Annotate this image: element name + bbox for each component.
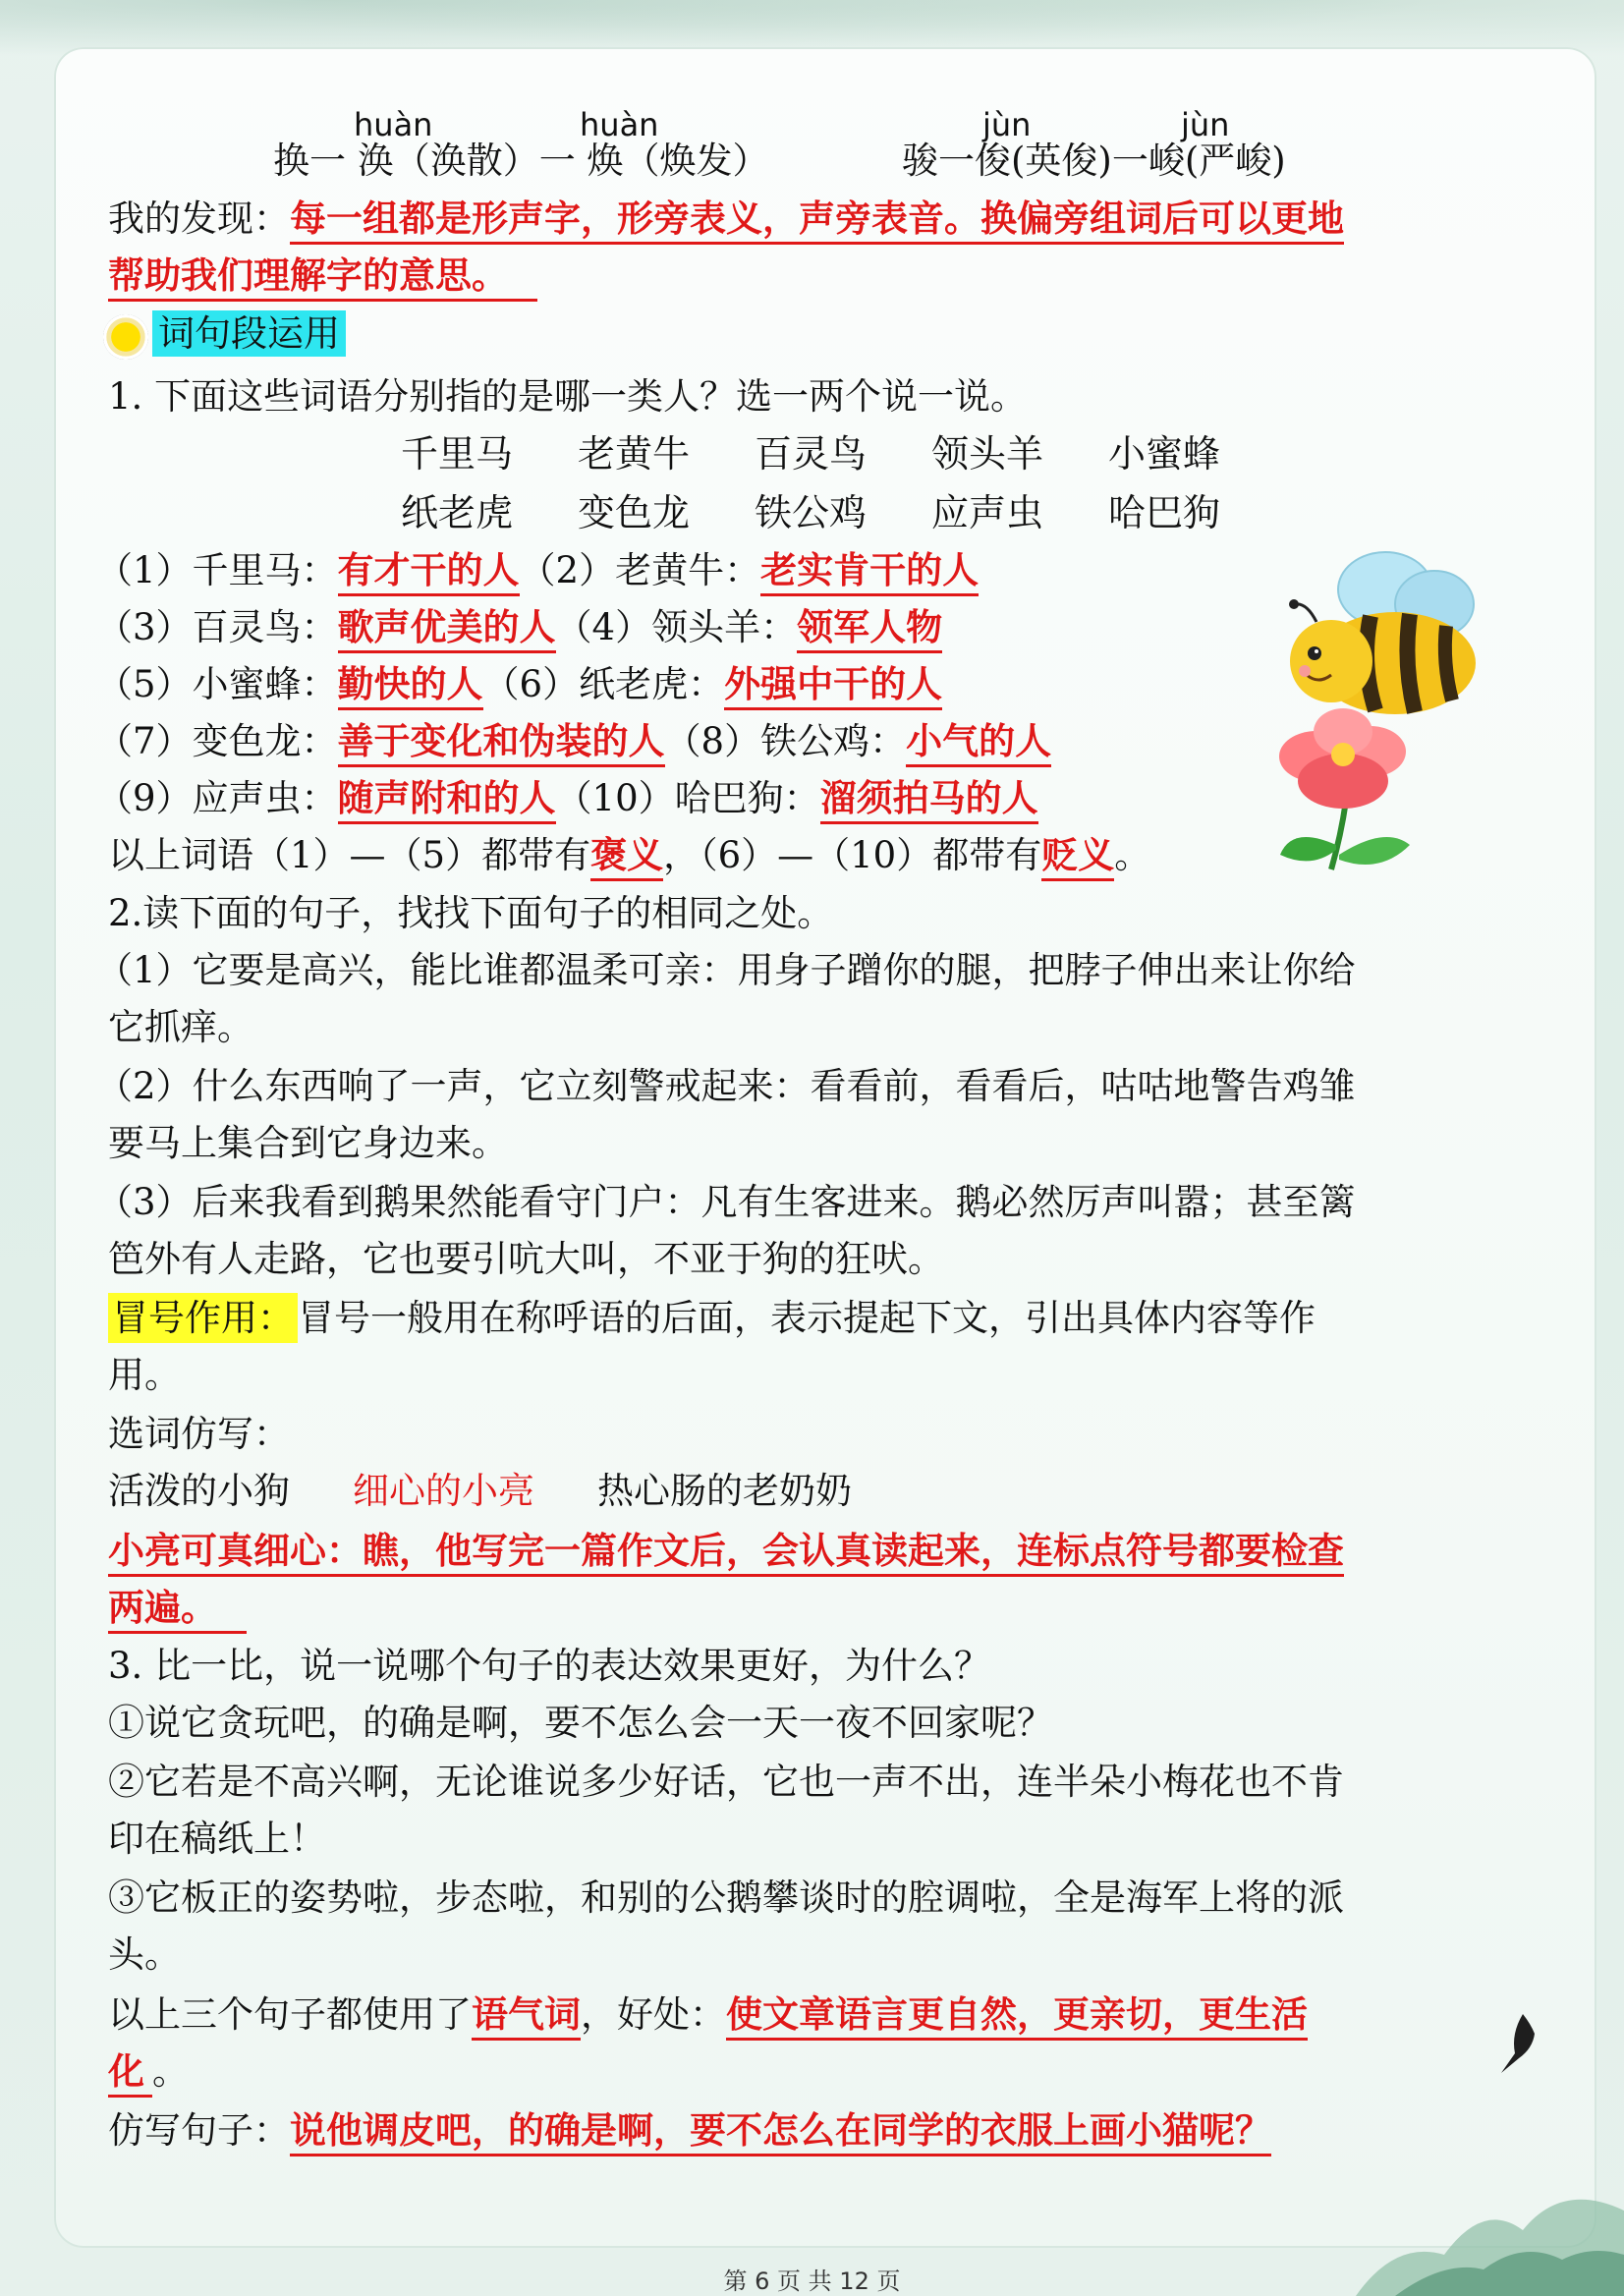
swallow-illustration [1493, 2009, 1542, 2078]
q3-s3-line1: ③它板正的姿势啦，步态啦，和别的公鹅攀谈时的腔调啦，全是海军上将的派 [108, 1876, 1344, 1919]
discovery-label: 我的发现： [108, 197, 290, 240]
item-label: （5）小蜜蜂： [96, 663, 338, 705]
q3-s2-line1: ②它若是不高兴啊，无论谁说多少好话，它也一声不出，连半朵小梅花也不肯 [108, 1761, 1344, 1803]
choice: 热心肠的老奶奶 [597, 1470, 852, 1512]
q1-item-row [96, 658, 942, 710]
item-answer: 老实肯干的人 [760, 548, 979, 596]
item-label: （9）应声虫： [96, 777, 338, 819]
section-title: 词句段运用 [152, 310, 346, 357]
pinyin-2: huàn [580, 106, 659, 143]
colon-label: 冒号作用： [108, 1293, 298, 1343]
discovery-line1 [108, 193, 1344, 245]
item-answer: 善于变化和伪装的人 [338, 719, 665, 767]
item-label: （7）变色龙： [96, 720, 338, 762]
q2-s1-line1: （1）它要是高兴，能比谁都温柔可亲：用身子蹭你的腿，把脖子伸出来让你给 [96, 949, 1356, 991]
imitate-answer-line1 [108, 1525, 1344, 1577]
item-label: （4）领头羊： [555, 606, 798, 648]
item-answer: 歌声优美的人 [338, 605, 556, 653]
q2-s2-line2: 要马上集合到它身边来。 [108, 1122, 508, 1164]
item-answer: 勤快的人 [338, 662, 483, 710]
summary-answer: 语气词 [472, 1992, 581, 2041]
q2-s3-line2: 笆外有人走路，它也要引吭大叫，不亚于狗的狂吠。 [108, 1238, 944, 1280]
summary-answer: 褒义 [590, 833, 663, 881]
imitate-answer-line2 [108, 1582, 247, 1634]
summary-answer: 贬义 [1041, 833, 1114, 881]
q2-s1-line2: 它抓痒。 [108, 1006, 253, 1048]
imitate-label: 选词仿写： [108, 1413, 290, 1455]
imitate-answer: 两遍。 [108, 1586, 247, 1634]
item-answer: 小气的人 [906, 719, 1051, 767]
word: 领头羊 [931, 432, 1044, 476]
q3-s3-line2: 头。 [108, 1933, 181, 1976]
summary-text: 以上三个句子都使用了 [108, 1993, 472, 2036]
pinyin-1: huàn [354, 106, 433, 143]
word: 铁公鸡 [755, 491, 868, 534]
summary-answer: 化 [108, 2049, 152, 2098]
q1-summary [108, 829, 1150, 881]
item-label: （8）铁公鸡： [664, 720, 907, 762]
item-answer: 领军人物 [797, 605, 942, 653]
choice-selected: 细心的小亮 [353, 1470, 534, 1512]
pinyin-3: jùn [982, 106, 1032, 143]
word: 小蜜蜂 [1108, 432, 1221, 476]
imitate-choices [108, 1466, 852, 1517]
imitate-answer: 小亮可真细心：瞧，他写完一篇作文后，会认真读起来，连标点符号都要检查 [108, 1529, 1344, 1577]
item-label: （2）老黄牛： [519, 549, 761, 591]
word: 千里马 [401, 432, 514, 476]
q3-summary-line1 [108, 1988, 1308, 2041]
q2-prompt: 2.读下面的句子，找找下面句子的相同之处。 [108, 892, 834, 934]
choice: 活泼的小狗 [108, 1470, 290, 1512]
colon-note-line2: 用。 [108, 1354, 181, 1396]
pinyin-4: jùn [1181, 106, 1230, 143]
row-top-left: 换一 涣（涣散）一 焕（焕发） [273, 140, 769, 182]
q3-imitate [108, 2104, 1271, 2156]
imitate-label: 仿写句子： [108, 2109, 290, 2152]
item-answer: 外强中干的人 [724, 662, 942, 710]
q1-words-row2 [401, 487, 1285, 538]
summary-answer: 使文章语言更自然，更亲切，更生活 [726, 1992, 1308, 2041]
item-answer: 溜须拍马的人 [820, 776, 1038, 824]
item-answer: 随声附和的人 [338, 776, 556, 824]
word: 纸老虎 [401, 491, 514, 534]
row-top-right: 骏一俊(英俊)一峻(严峻) [902, 140, 1286, 182]
q1-item-row [96, 772, 1038, 824]
bee-illustration [1277, 545, 1488, 727]
word: 应声虫 [931, 491, 1044, 534]
discovery-line2 [108, 250, 537, 302]
summary-text: 。 [1114, 834, 1151, 876]
item-label: （10）哈巴狗： [555, 777, 820, 819]
q2-s3-line1: （3）后来我看到鹅果然能看守门户：凡有生客进来。鹅必然厉声叫嚣；甚至篱 [96, 1181, 1356, 1223]
discovery-answer-1: 每一组都是形声字，形旁表义，声旁表音。换偏旁组词后可以更地 [290, 196, 1344, 245]
q1-prompt: 1. 下面这些词语分别指的是哪一类人？选一两个说一说。 [108, 375, 1028, 418]
word: 百灵鸟 [755, 432, 868, 476]
section-heading [103, 308, 346, 360]
summary-text: 以上词语（1）—（5）都带有 [108, 834, 591, 876]
item-label: （6）纸老虎： [482, 663, 725, 705]
colon-note-line1 [108, 1293, 1316, 1344]
summary-text: ，（6）—（10）都带有 [663, 834, 1042, 876]
item-answer: 有才干的人 [338, 548, 520, 596]
word: 哈巴狗 [1108, 491, 1221, 534]
summary-text: ，好处： [581, 1993, 726, 2036]
imitate-answer: 说他调皮吧，的确是啊，要不怎么在同学的衣服上画小猫呢？ [290, 2108, 1271, 2156]
colon-text: 冒号一般用在称呼语的后面，表示提起下文，引出具体内容等作 [298, 1297, 1316, 1339]
q3-s1: ①说它贪玩吧，的确是啊，要不怎么会一天一夜不回家呢？ [108, 1702, 1053, 1744]
q3-summary-line2 [108, 2045, 189, 2098]
page-number-footer: 第 6 页 共 12 页 [723, 2268, 901, 2295]
item-label: （1）千里马： [96, 549, 338, 591]
word: 老黄牛 [578, 432, 691, 476]
item-label: （3）百灵鸟： [96, 606, 338, 648]
flower-illustration [1272, 707, 1420, 874]
q1-item-row [96, 601, 942, 653]
q3-prompt: 3. 比一比，说一说哪个句子的表达效果更好，为什么？ [108, 1645, 991, 1687]
word: 变色龙 [578, 491, 691, 534]
q1-item-row [96, 544, 979, 596]
q1-words-row1 [401, 428, 1285, 479]
q3-s2-line2: 印在稿纸上！ [108, 1818, 326, 1860]
summary-text: 。 [152, 2050, 189, 2093]
q2-s2-line1: （2）什么东西响了一声，它立刻警戒起来：看看前，看看后，咕咕地警告鸡雏 [96, 1065, 1356, 1107]
discovery-answer-2: 帮助我们理解字的意思。 [108, 253, 537, 302]
q1-item-row [96, 715, 1051, 767]
circle-bullet-icon [103, 314, 148, 360]
